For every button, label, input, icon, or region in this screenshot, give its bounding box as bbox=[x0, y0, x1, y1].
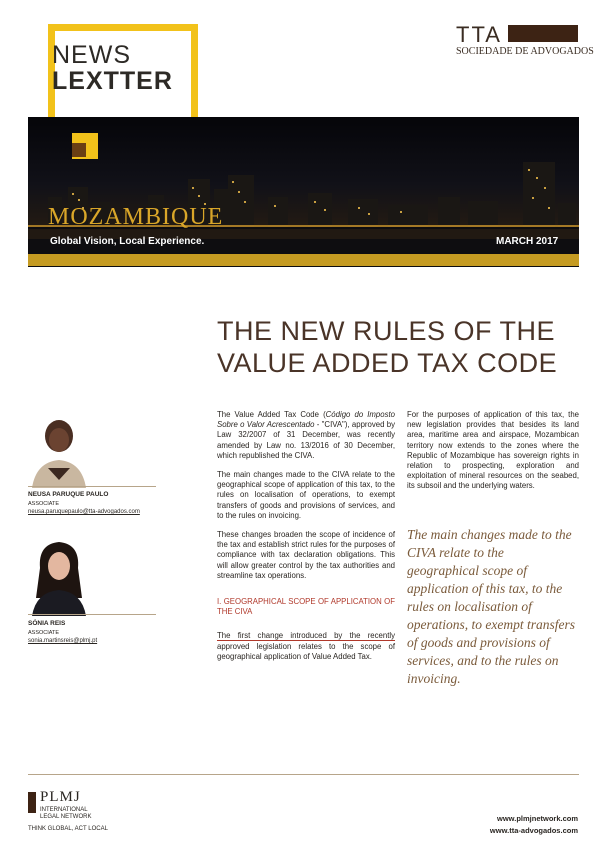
tagline: Global Vision, Local Experience. bbox=[50, 236, 205, 247]
decor-brown-square bbox=[72, 143, 86, 157]
banner-gold-strip bbox=[28, 254, 579, 266]
plmj-logo-subtitle: INTERNATIONAL LEGAL NETWORK bbox=[40, 807, 92, 820]
tta-logo-text: TTA bbox=[456, 22, 502, 47]
author-email-link[interactable]: sonia.martinsreis@plmj.pt bbox=[28, 638, 98, 644]
article-title bbox=[217, 315, 577, 379]
footer-divider bbox=[28, 774, 579, 775]
author-name: NEUSA PARUQUE PAULO bbox=[28, 491, 109, 498]
paragraph: The Value Added Tax Code (Código do Imposto Sobre o Valor Acrescentado - "CIVA"), approved by Law 32/2007 of 31 December, was recently amended by Law no. 13/2016 of 30 December, which republished the CIVA. bbox=[217, 410, 395, 460]
country-title: MOZAMBIQUE bbox=[48, 204, 224, 230]
footer-link-plmj[interactable]: www.plmjnetwork.com bbox=[497, 814, 578, 823]
plmj-tagline: THINK GLOBAL, ACT LOCAL bbox=[28, 826, 108, 832]
footer-link-tta[interactable]: www.tta-advogados.com bbox=[489, 826, 578, 835]
tta-logo-subtitle: SOCIEDADE DE ADVOGADOS bbox=[456, 46, 594, 57]
pull-quote: The main changes made to the CIVA relate to the geographical scope of application of this tax, to the rules on localisation of operations, to exempt transfers of goods and provisions of services, and to the rules on invoicing. bbox=[407, 527, 575, 686]
masthead-news: NEWS bbox=[52, 41, 131, 69]
plmj-logo-mark bbox=[28, 792, 36, 813]
article-column-1 bbox=[217, 410, 395, 671]
author-photo-neusa bbox=[28, 410, 90, 488]
author-role: ASSOCIATE bbox=[28, 501, 60, 507]
author-divider bbox=[28, 486, 156, 487]
article-title-line2: VALUE ADDED TAX CODE bbox=[217, 348, 558, 378]
section-heading: I. GEOGRAPHICAL SCOPE OF APPLICATION OF THE CIVA bbox=[217, 597, 395, 617]
plmj-logo-text: PLMJ bbox=[40, 789, 81, 805]
article-title-line1: THE NEW RULES OF THE bbox=[217, 316, 556, 346]
paragraph: The main changes made to the CIVA relate to the geographical scope of application of this tax, to the rules on localisation of operations, to exempt transfers of goods and provisions of services, and to the rules on invoicing. bbox=[217, 470, 395, 520]
section-rule bbox=[217, 640, 395, 641]
masthead-lexter: LEXTTER bbox=[52, 67, 173, 95]
paragraph: These changes broaden the scope of incidence of the tax and establish strict rules for the purposes of compliance with tax declaration obligations. This will allow greater control by the tax authorities and streamline tax operations. bbox=[217, 530, 395, 580]
issue-date: MARCH 2017 bbox=[496, 236, 559, 247]
paragraph: The first change introduced by the recently approved legislation relates to the scope of geographical application of Value Added Tax. bbox=[217, 631, 395, 661]
author-role: ASSOCIATE bbox=[28, 630, 60, 636]
article-column-2 bbox=[407, 410, 579, 501]
author-name: SÓNIA REIS bbox=[28, 620, 66, 627]
tta-logo-bar bbox=[508, 25, 578, 42]
author-photo-sonia bbox=[28, 538, 90, 616]
paragraph: For the purposes of application of this tax, the new legislation provides that besides its land area, maritime area and airspace, Mozambican territory now extends to the zones where the Republic of Mozambique has sovereign rights in relation to prospecting, exploration and exploitation of mineral resources on the seabed, its subsoil and the underlying waters. bbox=[407, 410, 579, 491]
author-divider bbox=[28, 614, 156, 615]
author-email-link[interactable]: neusa.paruquepaulo@tta-advogados.com bbox=[28, 509, 140, 515]
masthead-title bbox=[52, 42, 173, 94]
